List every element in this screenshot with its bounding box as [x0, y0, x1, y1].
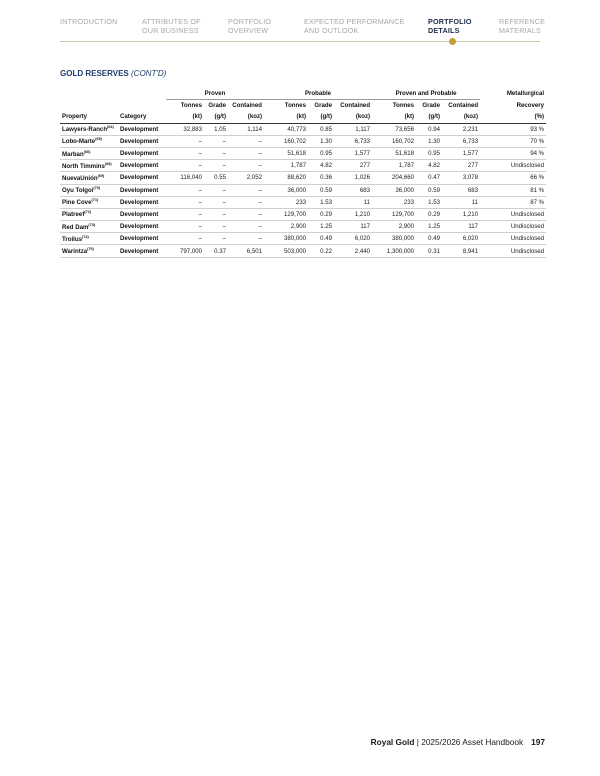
value-cell: –	[228, 135, 264, 147]
value-cell: 6,020	[442, 233, 480, 245]
value-cell: 503,000	[264, 245, 308, 257]
nav-item-line2: INTRODUCTION	[60, 17, 118, 26]
value-cell: 4.82	[416, 160, 442, 172]
property-cell	[60, 196, 118, 208]
category-cell: Development	[118, 123, 166, 135]
value-cell: 2,052	[228, 172, 264, 184]
sub-header-row	[60, 100, 546, 112]
blank-header-cell	[60, 100, 166, 112]
value-cell: 1,114	[228, 123, 264, 135]
value-cell: 36,000	[372, 184, 416, 196]
value-cell: 51,618	[264, 147, 308, 159]
table-row	[60, 233, 546, 245]
value-cell: 1,577	[442, 147, 480, 159]
nav-item-line1: ATTRIBUTES OF	[142, 17, 201, 26]
table-body	[60, 123, 546, 257]
value-cell: 1.53	[308, 196, 334, 208]
value-cell: 2,900	[264, 221, 308, 233]
value-cell: 277	[442, 160, 480, 172]
value-cell: –	[228, 147, 264, 159]
category-cell: Development	[118, 245, 166, 257]
table-row	[60, 147, 546, 159]
value-cell: 66 %	[480, 172, 546, 184]
value-cell: 683	[442, 184, 480, 196]
column-header-category: Category	[118, 111, 166, 123]
footnote-reference: (65)	[95, 137, 102, 142]
value-cell: Undisclosed	[480, 233, 546, 245]
sub-header: Grade	[422, 102, 441, 110]
value-cell: 88,620	[264, 172, 308, 184]
table-row	[60, 135, 546, 147]
value-cell: 160,702	[264, 135, 308, 147]
sub-header: Contained	[448, 102, 479, 110]
value-cell: 70 %	[480, 135, 546, 147]
footnote-reference: (64)	[107, 125, 114, 130]
value-cell: 6,733	[334, 135, 372, 147]
value-cell: 683	[334, 184, 372, 196]
property-name: Lobo-Marte	[62, 138, 96, 146]
property-name: Oyu Tolgoi	[62, 187, 94, 195]
value-cell: –	[166, 208, 204, 220]
nav-item-line2: AND OUTLOOK	[304, 26, 359, 35]
value-cell: 0.59	[308, 184, 334, 196]
nav-portfolio-details[interactable]	[428, 17, 472, 35]
nav-introduction[interactable]	[60, 17, 118, 26]
nav-portfolio-overview[interactable]	[228, 17, 271, 35]
value-cell: 797,000	[166, 245, 204, 257]
value-cell: 233	[264, 196, 308, 208]
value-cell: 32,883	[166, 123, 204, 135]
category-cell: Development	[118, 160, 166, 172]
value-cell: –	[204, 135, 228, 147]
property-name: NuevaUnión	[62, 174, 98, 182]
table-row	[60, 172, 546, 184]
nav-attributes-of-our-business[interactable]	[142, 17, 201, 35]
table-row	[60, 196, 546, 208]
property-name: Platreef	[62, 211, 85, 219]
value-cell: –	[228, 160, 264, 172]
page-footer	[371, 737, 545, 747]
value-cell: –	[228, 184, 264, 196]
property-name: Troilus	[62, 235, 82, 243]
value-cell: 4.82	[308, 160, 334, 172]
value-cell: 0.22	[308, 245, 334, 257]
value-cell: 1.30	[416, 135, 442, 147]
value-cell: 3,078	[442, 172, 480, 184]
table-row	[60, 208, 546, 220]
value-cell: –	[204, 147, 228, 159]
property-cell	[60, 245, 118, 257]
sub-header: Grade	[314, 102, 333, 110]
nav-item-line1: REFERENCE	[499, 17, 546, 26]
value-cell: –	[166, 135, 204, 147]
value-cell: Undisclosed	[480, 245, 546, 257]
group-header-probable: Probable	[264, 88, 372, 100]
value-cell: 94 %	[480, 147, 546, 159]
unit-header: (kt)	[372, 111, 416, 123]
nav-item-line2: DETAILS	[428, 26, 460, 35]
section-title	[60, 69, 166, 78]
property-cell	[60, 184, 118, 196]
property-cell	[60, 135, 118, 147]
category-cell: Development	[118, 172, 166, 184]
footnote-reference: (76)	[87, 247, 94, 252]
sub-header: Tonnes	[180, 102, 202, 110]
unit-header: (koz)	[334, 111, 372, 123]
unit-header: (%)	[480, 111, 546, 123]
value-cell: –	[166, 160, 204, 172]
value-cell: 1,210	[442, 208, 480, 220]
property-cell	[60, 221, 118, 233]
value-cell: 1.53	[416, 196, 442, 208]
page-number: 197	[531, 737, 545, 747]
value-cell: 0.85	[308, 123, 334, 135]
blank-header-cell	[60, 88, 166, 100]
value-cell: 117	[334, 221, 372, 233]
property-cell	[60, 208, 118, 220]
value-cell: 0.59	[416, 184, 442, 196]
unit-header: (koz)	[442, 111, 480, 123]
property-name: Lawyers-Ranch	[62, 126, 108, 134]
value-cell: 1.30	[308, 135, 334, 147]
footnote-reference: (72)	[84, 210, 92, 215]
value-cell: 1,577	[334, 147, 372, 159]
table-row	[60, 123, 546, 135]
value-cell: 6,733	[442, 135, 480, 147]
value-cell: –	[204, 233, 228, 245]
unit-header: (g/t)	[204, 111, 228, 123]
value-cell: 0.49	[308, 233, 334, 245]
value-cell: 87 %	[480, 196, 546, 208]
value-cell: 8,941	[442, 245, 480, 257]
value-cell: 0.47	[416, 172, 442, 184]
value-cell: 1,787	[372, 160, 416, 172]
footnote-reference: (74)	[81, 234, 89, 239]
value-cell: 2,900	[372, 221, 416, 233]
value-cell: 380,000	[372, 233, 416, 245]
category-cell: Development	[118, 208, 166, 220]
column-header-property: Property	[60, 111, 118, 123]
footer-separator: |	[414, 737, 422, 747]
value-cell: 6,501	[228, 245, 264, 257]
value-cell: 11	[334, 196, 372, 208]
value-cell: 1,026	[334, 172, 372, 184]
value-cell: 0.94	[416, 123, 442, 135]
value-cell: 0.36	[308, 172, 334, 184]
footnote-reference: (70)	[93, 186, 101, 191]
value-cell: 1,117	[334, 123, 372, 135]
footnote-reference: (66)	[83, 149, 91, 154]
property-name: Red Dam	[62, 223, 89, 231]
value-cell: 40,773	[264, 123, 308, 135]
footer-brand: Royal Gold	[370, 737, 415, 747]
group-header-proven-and-probable: Proven and Probable	[372, 88, 480, 100]
property-cell	[60, 233, 118, 245]
value-cell: 233	[372, 196, 416, 208]
property-name: Pine Cove	[62, 199, 92, 207]
value-cell: Undisclosed	[480, 160, 546, 172]
value-cell: 0.55	[204, 172, 228, 184]
category-cell: Development	[118, 135, 166, 147]
value-cell: 93 %	[480, 123, 546, 135]
property-name: Marban	[62, 150, 84, 158]
value-cell: –	[228, 221, 264, 233]
property-name: North Timmins	[62, 162, 105, 170]
value-cell: –	[166, 184, 204, 196]
unit-header: (g/t)	[308, 111, 334, 123]
value-cell: –	[204, 208, 228, 220]
nav-divider	[60, 41, 540, 42]
category-cell: Development	[118, 233, 166, 245]
nav-item-line2: MATERIALS	[499, 26, 542, 35]
nav-item-line2: OVERVIEW	[228, 26, 269, 35]
value-cell: 0.31	[416, 245, 442, 257]
value-cell: 73,656	[372, 123, 416, 135]
top-navigation	[0, 0, 600, 50]
value-cell: 51,618	[372, 147, 416, 159]
value-cell: –	[166, 221, 204, 233]
property-cell	[60, 123, 118, 135]
group-header-proven: Proven	[166, 88, 264, 100]
value-cell: Undisclosed	[480, 208, 546, 220]
value-cell: –	[166, 233, 204, 245]
value-cell: –	[166, 147, 204, 159]
active-section-indicator	[449, 38, 456, 45]
value-cell: –	[228, 233, 264, 245]
footnote-reference: (71)	[91, 198, 99, 203]
category-cell: Development	[118, 184, 166, 196]
value-cell: 0.29	[308, 208, 334, 220]
value-cell: 0.95	[416, 147, 442, 159]
value-cell: 0.29	[416, 208, 442, 220]
value-cell: 129,700	[372, 208, 416, 220]
table-row	[60, 221, 546, 233]
value-cell: 204,660	[372, 172, 416, 184]
value-cell: 1.25	[416, 221, 442, 233]
property-cell	[60, 160, 118, 172]
value-cell: 1,300,000	[372, 245, 416, 257]
value-cell: –	[228, 196, 264, 208]
nav-reference-materials[interactable]	[499, 17, 545, 35]
value-cell: 11	[442, 196, 480, 208]
property-name: Warintza	[62, 248, 88, 256]
footnote-reference: (68)	[104, 161, 112, 166]
footnote-reference: (73)	[88, 222, 96, 227]
value-cell: –	[166, 196, 204, 208]
category-cell: Development	[118, 221, 166, 233]
value-cell: 1.05	[204, 123, 228, 135]
property-cell	[60, 147, 118, 159]
value-cell: 160,702	[372, 135, 416, 147]
category-cell: Development	[118, 147, 166, 159]
property-cell	[60, 172, 118, 184]
sub-header: Grade	[208, 102, 226, 110]
gold-reserves-table	[60, 88, 546, 258]
value-cell: –	[228, 208, 264, 220]
group-header-metallurgical: Metallurgical	[506, 90, 545, 98]
value-cell: 2,440	[334, 245, 372, 257]
footnote-reference: (69)	[97, 173, 105, 178]
value-cell: 36,000	[264, 184, 308, 196]
sub-header: Tonnes	[284, 102, 307, 110]
category-cell: Development	[118, 196, 166, 208]
nav-expected-performance-and-outlook[interactable]	[304, 17, 405, 35]
unit-header: (g/t)	[416, 111, 442, 123]
sub-header: Contained	[232, 102, 263, 110]
sub-header: Tonnes	[392, 102, 415, 110]
value-cell: 380,000	[264, 233, 308, 245]
nav-item-line1: EXPECTED PERFORMANCE	[304, 17, 405, 26]
value-cell: 1,787	[264, 160, 308, 172]
value-cell: 81 %	[480, 184, 546, 196]
unit-header: (kt)	[166, 111, 204, 123]
value-cell: 129,700	[264, 208, 308, 220]
unit-header-row	[60, 111, 546, 123]
value-cell: 0.49	[416, 233, 442, 245]
footer-title: 2025/2026 Asset Handbook	[421, 737, 524, 747]
section-title-text: GOLD RESERVES	[60, 69, 129, 78]
value-cell: –	[204, 196, 228, 208]
sub-header: Contained	[340, 102, 371, 110]
group-header-row	[60, 88, 546, 100]
value-cell: Undisclosed	[480, 221, 546, 233]
section-title-cont: (CONT'D)	[131, 69, 167, 78]
nav-item-line1: PORTFOLIO	[228, 17, 272, 26]
value-cell: –	[204, 184, 228, 196]
unit-header: (koz)	[228, 111, 264, 123]
value-cell: 2,231	[442, 123, 480, 135]
value-cell: –	[204, 160, 228, 172]
nav-item-line1: PORTFOLIO	[428, 17, 472, 26]
table-row	[60, 245, 546, 257]
value-cell: 6,020	[334, 233, 372, 245]
nav-item-line2: OUR BUSINESS	[142, 26, 199, 35]
value-cell: 0.95	[308, 147, 334, 159]
sub-header: Recovery	[516, 102, 545, 110]
value-cell: –	[204, 221, 228, 233]
value-cell: 117	[442, 221, 480, 233]
unit-header: (kt)	[264, 111, 308, 123]
table-row	[60, 160, 546, 172]
value-cell: 116,040	[166, 172, 204, 184]
value-cell: 1.25	[308, 221, 334, 233]
value-cell: 277	[334, 160, 372, 172]
table-row	[60, 184, 546, 196]
value-cell: 0.37	[204, 245, 228, 257]
value-cell: 1,210	[334, 208, 372, 220]
